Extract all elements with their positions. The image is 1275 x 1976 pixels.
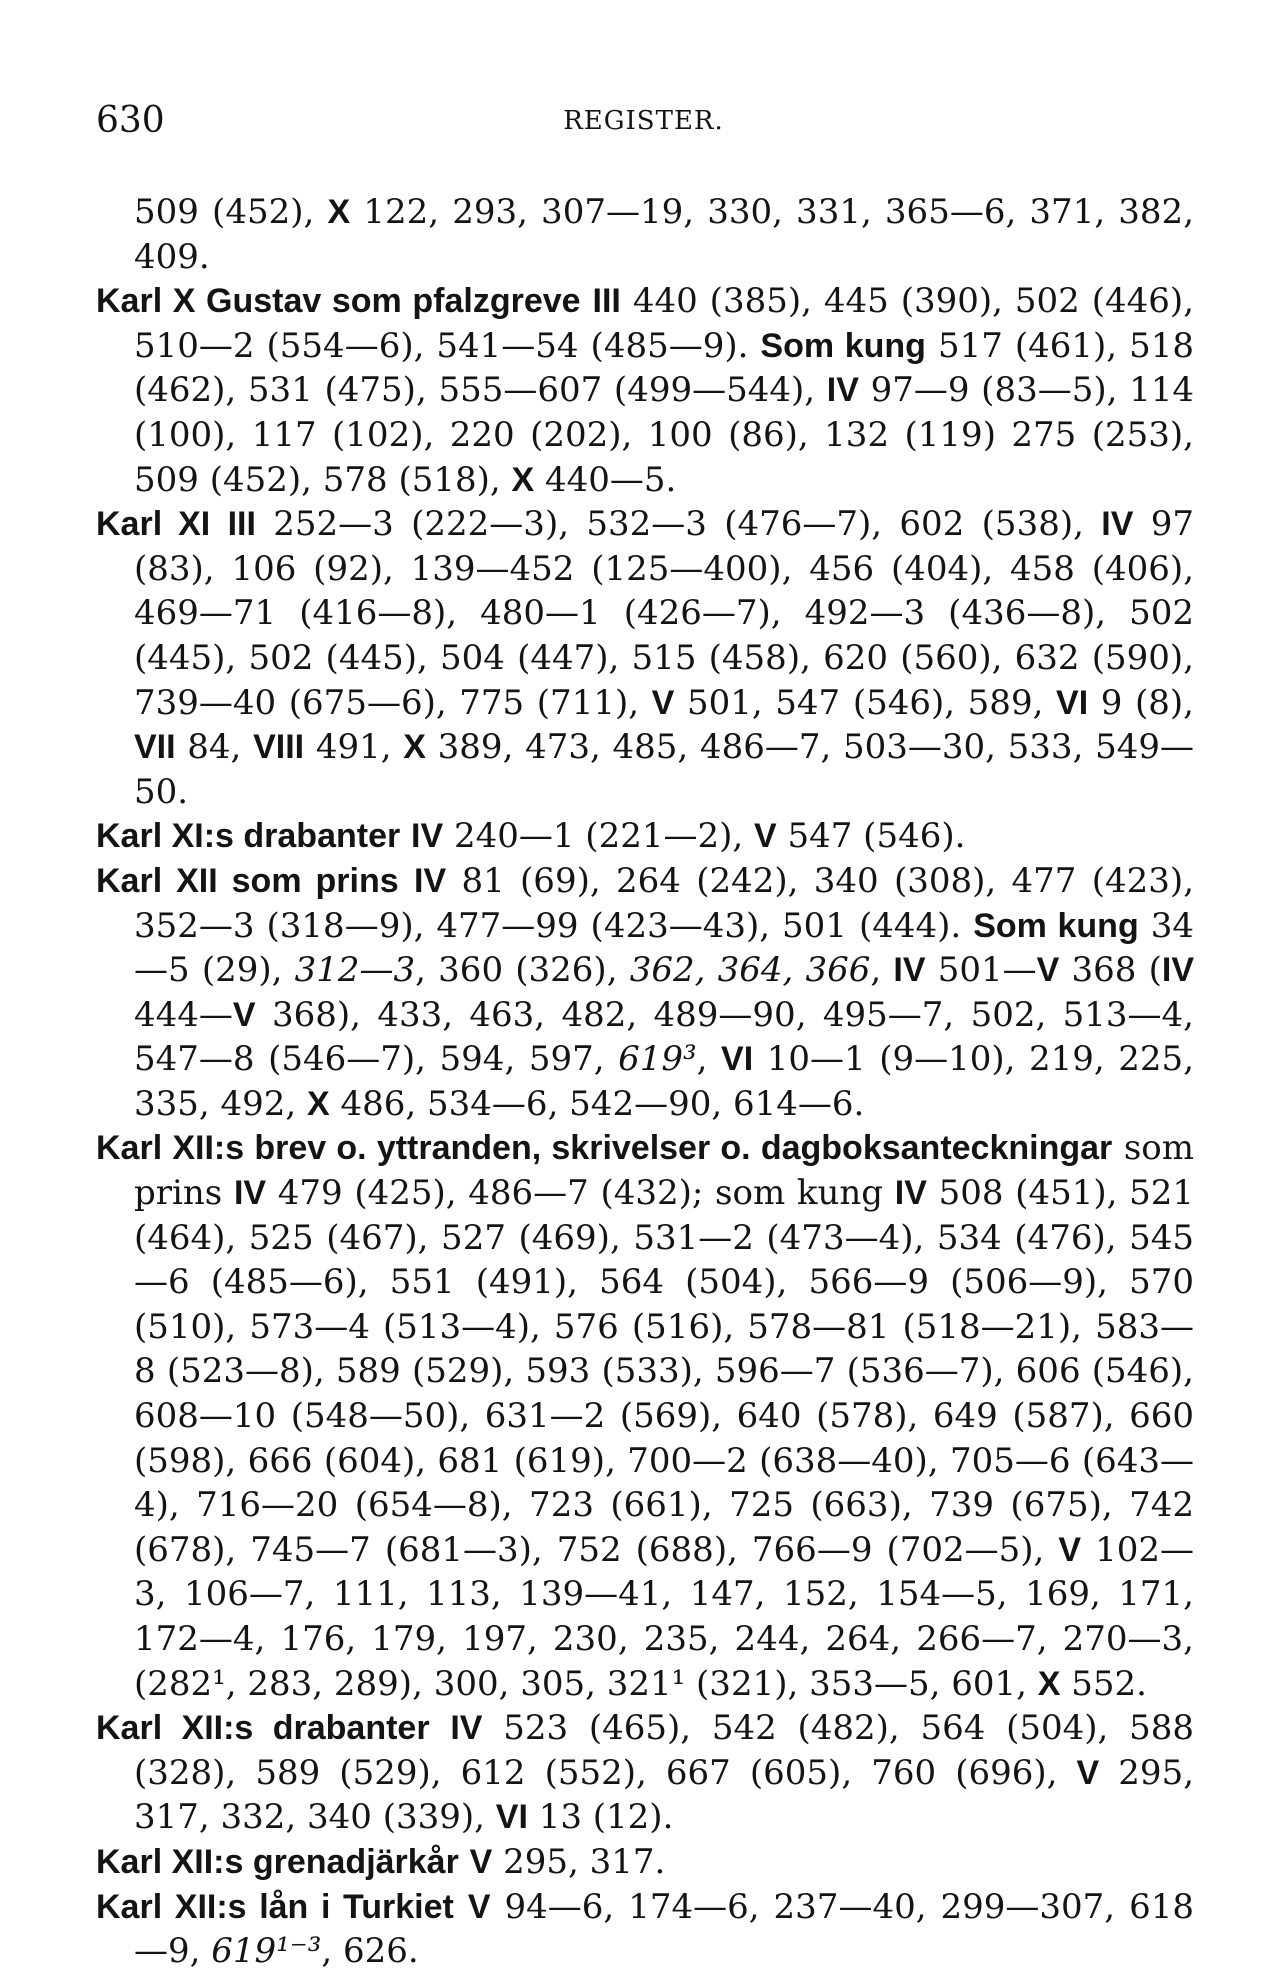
index-entry: Karl XI:s drabanter IV 240—1 (221—2), V 547 (546). xyxy=(96,816,966,857)
index-entry: Karl XII:s lån i Turkiet V 94—6, 174—6, 237—40, 299—307, 618—9, 619¹⁻³, 626. xyxy=(96,1886,1194,1972)
running-title: REGISTER. xyxy=(563,106,724,136)
entry-heading: Karl XII:s drabanter xyxy=(96,1709,430,1748)
page-number: 630 xyxy=(96,100,165,141)
index-entry: Karl X Gustav som pfalzgreve III 440 (385), 445 (390), 502 (446), 510—2 (554—6), 541—54 (485—9). Som kung 517 (461), 518 (462), 531 (475), 555—607 (499—544), IV 97—9 (83—5), 114 (100), 117 (102), 220 (202), 100 (86), 132 (119) 275 (253), 509 (452), 578 (518), X 440—5. xyxy=(96,281,1195,500)
index-entry: Karl XII:s brev o. yttranden, skrivelser o. dagboksanteckningar som prins IV 479 (425), 486—7 (432); som kung IV 508 (451), 521 (464), 525 (467), 527 (469), 531—2 (473—4), 534 (476), 545—6 (485—6), 551 (491), 564 (504), 566—9 (506—9), 570 (510), 573—4 (513—4), 576 (516), 578—81 (518—21), 583—8 (523—8), 589 (529), 593 (533), 596—7 (536—7), 606 (546), 608—10 (548—50), 631—2 (569), 640 (578), 649 (587), 660 (598), 666 (604), 681 (619), 700—2 (638—40), 705—6 (643—4), 716—20 (654—8), 723 (661), 725 (663), 739 (675), 742 (678), 745—7 (681—3), 752 (688), 766—9 (702—5), V 102—3, 106—7, 111, 113, 139—41, 147, 152, 154—5, 169, 171, 172—4, 176, 179, 197, 230, 235, 244, 264, 266—7, 270—3, (282¹, 283, 289), 300, 305, 321¹ (321), 353—5, 601, X 552. xyxy=(96,1128,1195,1704)
entry-heading: Karl XII:s lån i Turkiet xyxy=(96,1887,454,1926)
entry-heading: Karl XII som prins xyxy=(96,861,399,900)
entry-heading: Karl XII:s grenadjärkår xyxy=(96,1842,459,1881)
entry-heading: Karl X Gustav som pfalzgreve xyxy=(96,282,581,321)
index-entry: Karl XII:s grenadjärkår V 295, 317. xyxy=(96,1841,666,1882)
index-entry: Karl XII som prins IV 81 (69), 264 (242), 340 (308), 477 (423), 352—3 (318—9), 477—99 (423—43), 501 (444). Som kung 34—5 (29), 312—3, 360 (326), 362, 364, 366, IV 501—V 368 (IV 444—V 368), 433, 463, 482, 489—90, 495—7, 502, 513—4, 547—8 (546—7), 594, 597, 619³, VI 10—1 (9—10), 219, 225, 335, 492, X 486, 534—6, 542—90, 614—6. xyxy=(96,860,1195,1124)
entry-heading: Karl XI xyxy=(96,505,211,544)
index-body xyxy=(96,190,1194,1974)
entry-heading: Karl XI:s drabanter xyxy=(96,817,401,856)
entry-heading: Karl XII:s brev o. yttranden, skrivelser o. dagboksanteckningar xyxy=(96,1129,1113,1168)
index-entry: Karl XI III 252—3 (222—3), 532—3 (476—7), 602 (538), IV 97 (83), 106 (92), 139—452 (125—400), 456 (404), 458 (406), 469—71 (416—8), 480—1 (426—7), 492—3 (436—8), 502 (445), 502 (445), 504 (447), 515 (458), 620 (560), 632 (590), 739—40 (675—6), 775 (711), V 501, 547 (546), 589, VI 9 (8), VII 84, VIII 491, X 389, 473, 485, 486—7, 503—30, 533, 549—50. xyxy=(96,504,1194,812)
index-entry: Karl XII:s drabanter IV 523 (465), 542 (482), 564 (504), 588 (328), 589 (529), 612 (552), 667 (605), 760 (696), V 295, 317, 332, 340 (339), VI 13 (12). xyxy=(96,1708,1195,1838)
index-entry-continuation: 509 (452), X 122, 293, 307—19, 330, 331, 365—6, 371, 382, 409. xyxy=(134,192,1195,277)
page-header xyxy=(96,96,1191,146)
